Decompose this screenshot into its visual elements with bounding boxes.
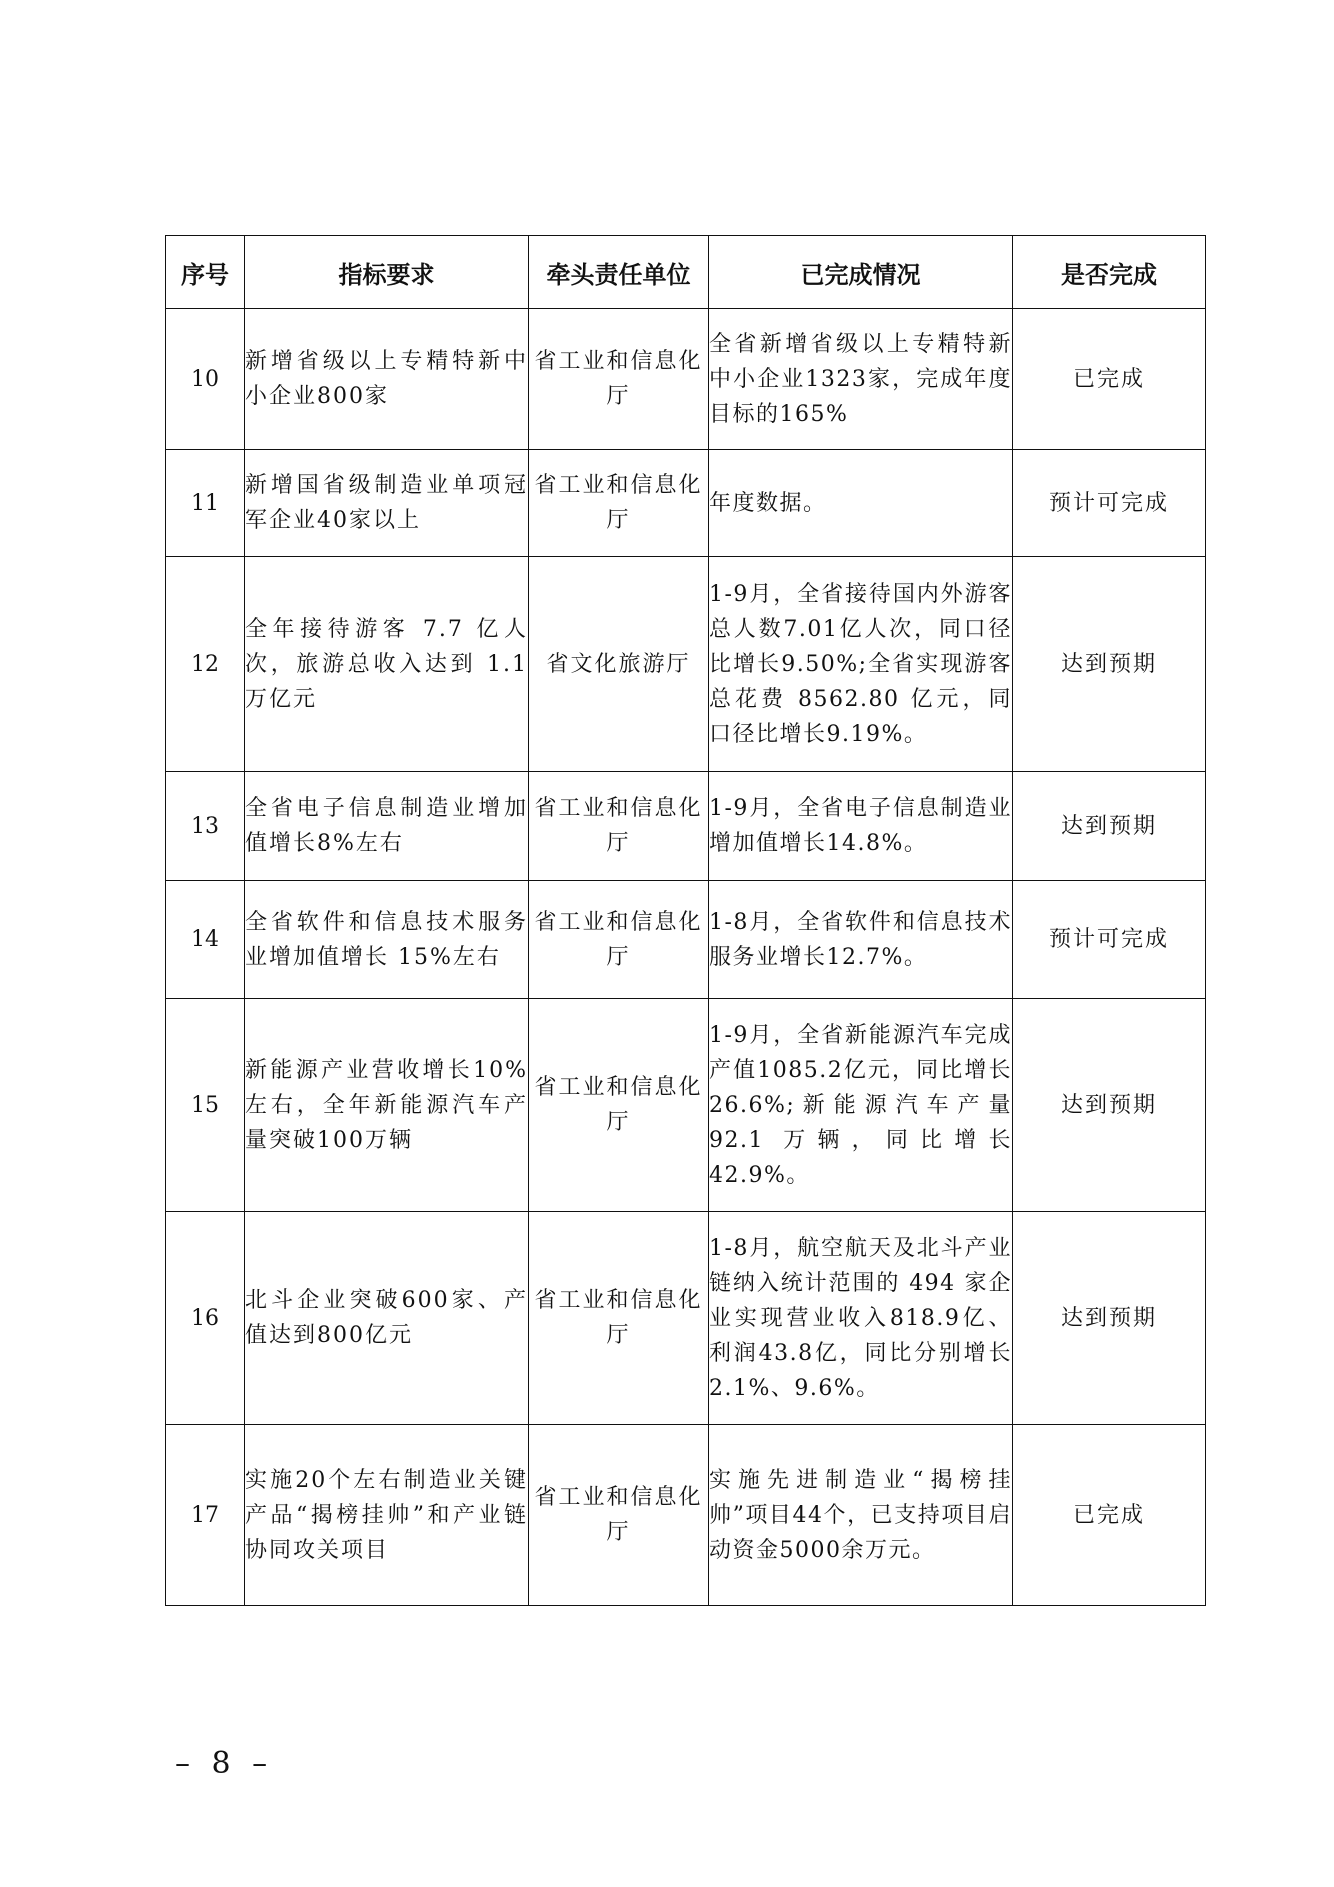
- row-lead-unit: 省工业和信息化厅: [529, 1425, 709, 1606]
- row-status: 达到预期: [1013, 1212, 1206, 1425]
- row-lead-unit: 省工业和信息化厅: [529, 999, 709, 1212]
- row-completion: 1-8月，航空航天及北斗产业链纳入统计范围的 494 家企业实现营业收入818.9亿、利润43.8亿，同比分别增长2.1%、9.6%。: [709, 1212, 1013, 1425]
- table-row: [166, 1425, 1206, 1606]
- header-index: 序号: [166, 236, 245, 309]
- row-completion: 年度数据。: [709, 450, 1013, 557]
- table-row: [166, 1212, 1206, 1425]
- table-row: [166, 881, 1206, 999]
- table-row: [166, 450, 1206, 557]
- row-index: 11: [166, 450, 245, 557]
- row-index: 10: [166, 309, 245, 450]
- row-lead-unit: 省工业和信息化厅: [529, 772, 709, 881]
- row-status: 已完成: [1013, 1425, 1206, 1606]
- row-index: 15: [166, 999, 245, 1212]
- row-completion: 全省新增省级以上专精特新中小企业1323家，完成年度目标的165%: [709, 309, 1013, 450]
- page-number: – 8 –: [175, 1746, 274, 1781]
- table-row: [166, 557, 1206, 772]
- row-lead-unit: 省文化旅游厅: [529, 557, 709, 772]
- row-index: 12: [166, 557, 245, 772]
- row-completion: 1-9月，全省接待国内外游客总人数7.01亿人次，同口径比增长9.50%;全省实现游客总花费 8562.80 亿元，同口径比增长9.19%。: [709, 557, 1013, 772]
- header-requirement: 指标要求: [245, 236, 529, 309]
- table-header-row: [166, 236, 1206, 309]
- header-status: 是否完成: [1013, 236, 1206, 309]
- row-requirement: 新增国省级制造业单项冠军企业40家以上: [245, 450, 529, 557]
- row-status: 预计可完成: [1013, 450, 1206, 557]
- row-status: 达到预期: [1013, 772, 1206, 881]
- row-lead-unit: 省工业和信息化厅: [529, 450, 709, 557]
- row-completion: 1-8月，全省软件和信息技术服务业增长12.7%。: [709, 881, 1013, 999]
- table-row: [166, 309, 1206, 450]
- row-requirement: 全年接待游客 7.7 亿人次，旅游总收入达到 1.1 万亿元: [245, 557, 529, 772]
- row-lead-unit: 省工业和信息化厅: [529, 881, 709, 999]
- row-status: 达到预期: [1013, 999, 1206, 1212]
- row-lead-unit: 省工业和信息化厅: [529, 309, 709, 450]
- progress-table: [165, 235, 1206, 1606]
- header-completion: 已完成情况: [709, 236, 1013, 309]
- row-completion: 1-9月，全省新能源汽车完成产值1085.2亿元，同比增长26.6%;新能源汽车产量 92.1 万辆，同比增长42.9%。: [709, 999, 1013, 1212]
- row-status: 达到预期: [1013, 557, 1206, 772]
- row-index: 17: [166, 1425, 245, 1606]
- row-completion: 1-9月，全省电子信息制造业增加值增长14.8%。: [709, 772, 1013, 881]
- row-index: 14: [166, 881, 245, 999]
- row-lead-unit: 省工业和信息化厅: [529, 1212, 709, 1425]
- row-completion: 实施先进制造业“揭榜挂帅”项目44个，已支持项目启动资金5000余万元。: [709, 1425, 1013, 1606]
- row-index: 16: [166, 1212, 245, 1425]
- row-requirement: 实施20个左右制造业关键产品“揭榜挂帅”和产业链协同攻关项目: [245, 1425, 529, 1606]
- row-requirement: 新能源产业营收增长10%左右，全年新能源汽车产量突破100万辆: [245, 999, 529, 1212]
- row-index: 13: [166, 772, 245, 881]
- row-status: 预计可完成: [1013, 881, 1206, 999]
- header-lead-unit: 牵头责任单位: [529, 236, 709, 309]
- table-row: [166, 999, 1206, 1212]
- row-status: 已完成: [1013, 309, 1206, 450]
- row-requirement: 全省软件和信息技术服务业增加值增长 15%左右: [245, 881, 529, 999]
- row-requirement: 全省电子信息制造业增加值增长8%左右: [245, 772, 529, 881]
- table-row: [166, 772, 1206, 881]
- row-requirement: 新增省级以上专精特新中小企业800家: [245, 309, 529, 450]
- row-requirement: 北斗企业突破600家、产值达到800亿元: [245, 1212, 529, 1425]
